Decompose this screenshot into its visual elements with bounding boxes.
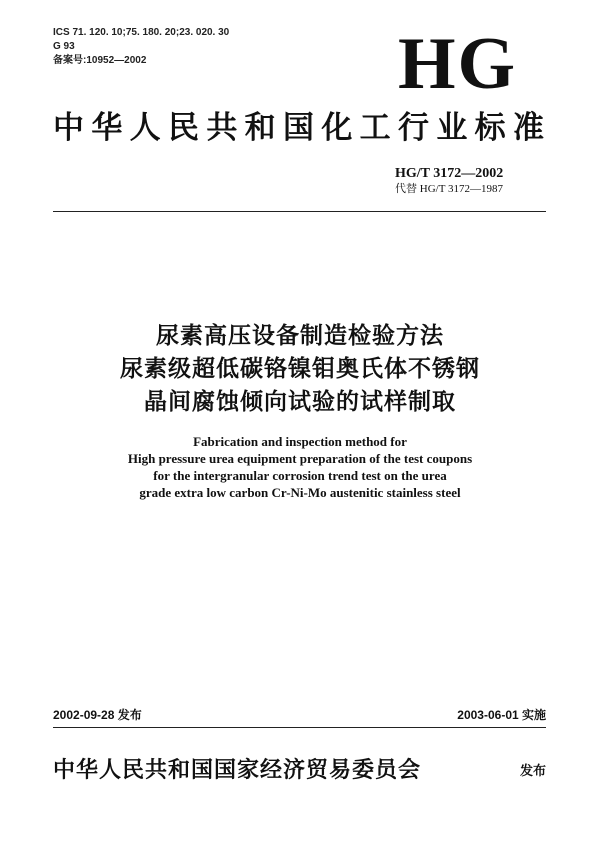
classification-code: G 93 [53, 41, 75, 52]
bottom-divider [53, 727, 546, 728]
standard-number-block [395, 165, 545, 196]
english-title-line-2: High pressure urea equipment preparation of the test coupons [127, 451, 473, 466]
record-number: 备案号:10952—2002 [53, 55, 147, 66]
english-title-line-3: for the intergranular corrosion trend test on the urea [153, 468, 447, 483]
implementation-date: 2003-06-01 实施 [457, 708, 546, 722]
issue-date: 2002-09-28 发布 [53, 708, 142, 722]
publisher-line [53, 756, 546, 786]
english-title-line-1: Fabrication and inspection method for [193, 434, 407, 449]
chinese-title-line-1: 尿素高压设备制造检验方法 [156, 323, 444, 349]
chinese-title-line-3: 晶间腐蚀倾向试验的试样制取 [144, 389, 456, 415]
replaces-standard: 代替 HG/T 3172—1987 [395, 183, 503, 195]
top-divider [53, 211, 546, 212]
hg-logo: HG [398, 23, 518, 105]
classification-block [53, 26, 229, 68]
standard-type-title: 中华人民共和国化工行业标准 [53, 110, 545, 146]
english-title-line-4: grade extra low carbon Cr-Ni-Mo austenitic stainless steel [139, 485, 461, 500]
english-title [0, 433, 600, 501]
chinese-title-line-2: 尿素级超低碳铬镍钼奥氏体不锈钢 [120, 356, 480, 382]
chinese-title [0, 320, 600, 419]
standard-code: HG/T 3172—2002 [395, 166, 504, 181]
publisher-action: 发布 [519, 764, 546, 779]
publisher-name: 中华人民共和国国家经济贸易委员会 [53, 758, 422, 783]
ics-code: ICS 71. 120. 10;75. 180. 20;23. 020. 30 [53, 27, 230, 38]
